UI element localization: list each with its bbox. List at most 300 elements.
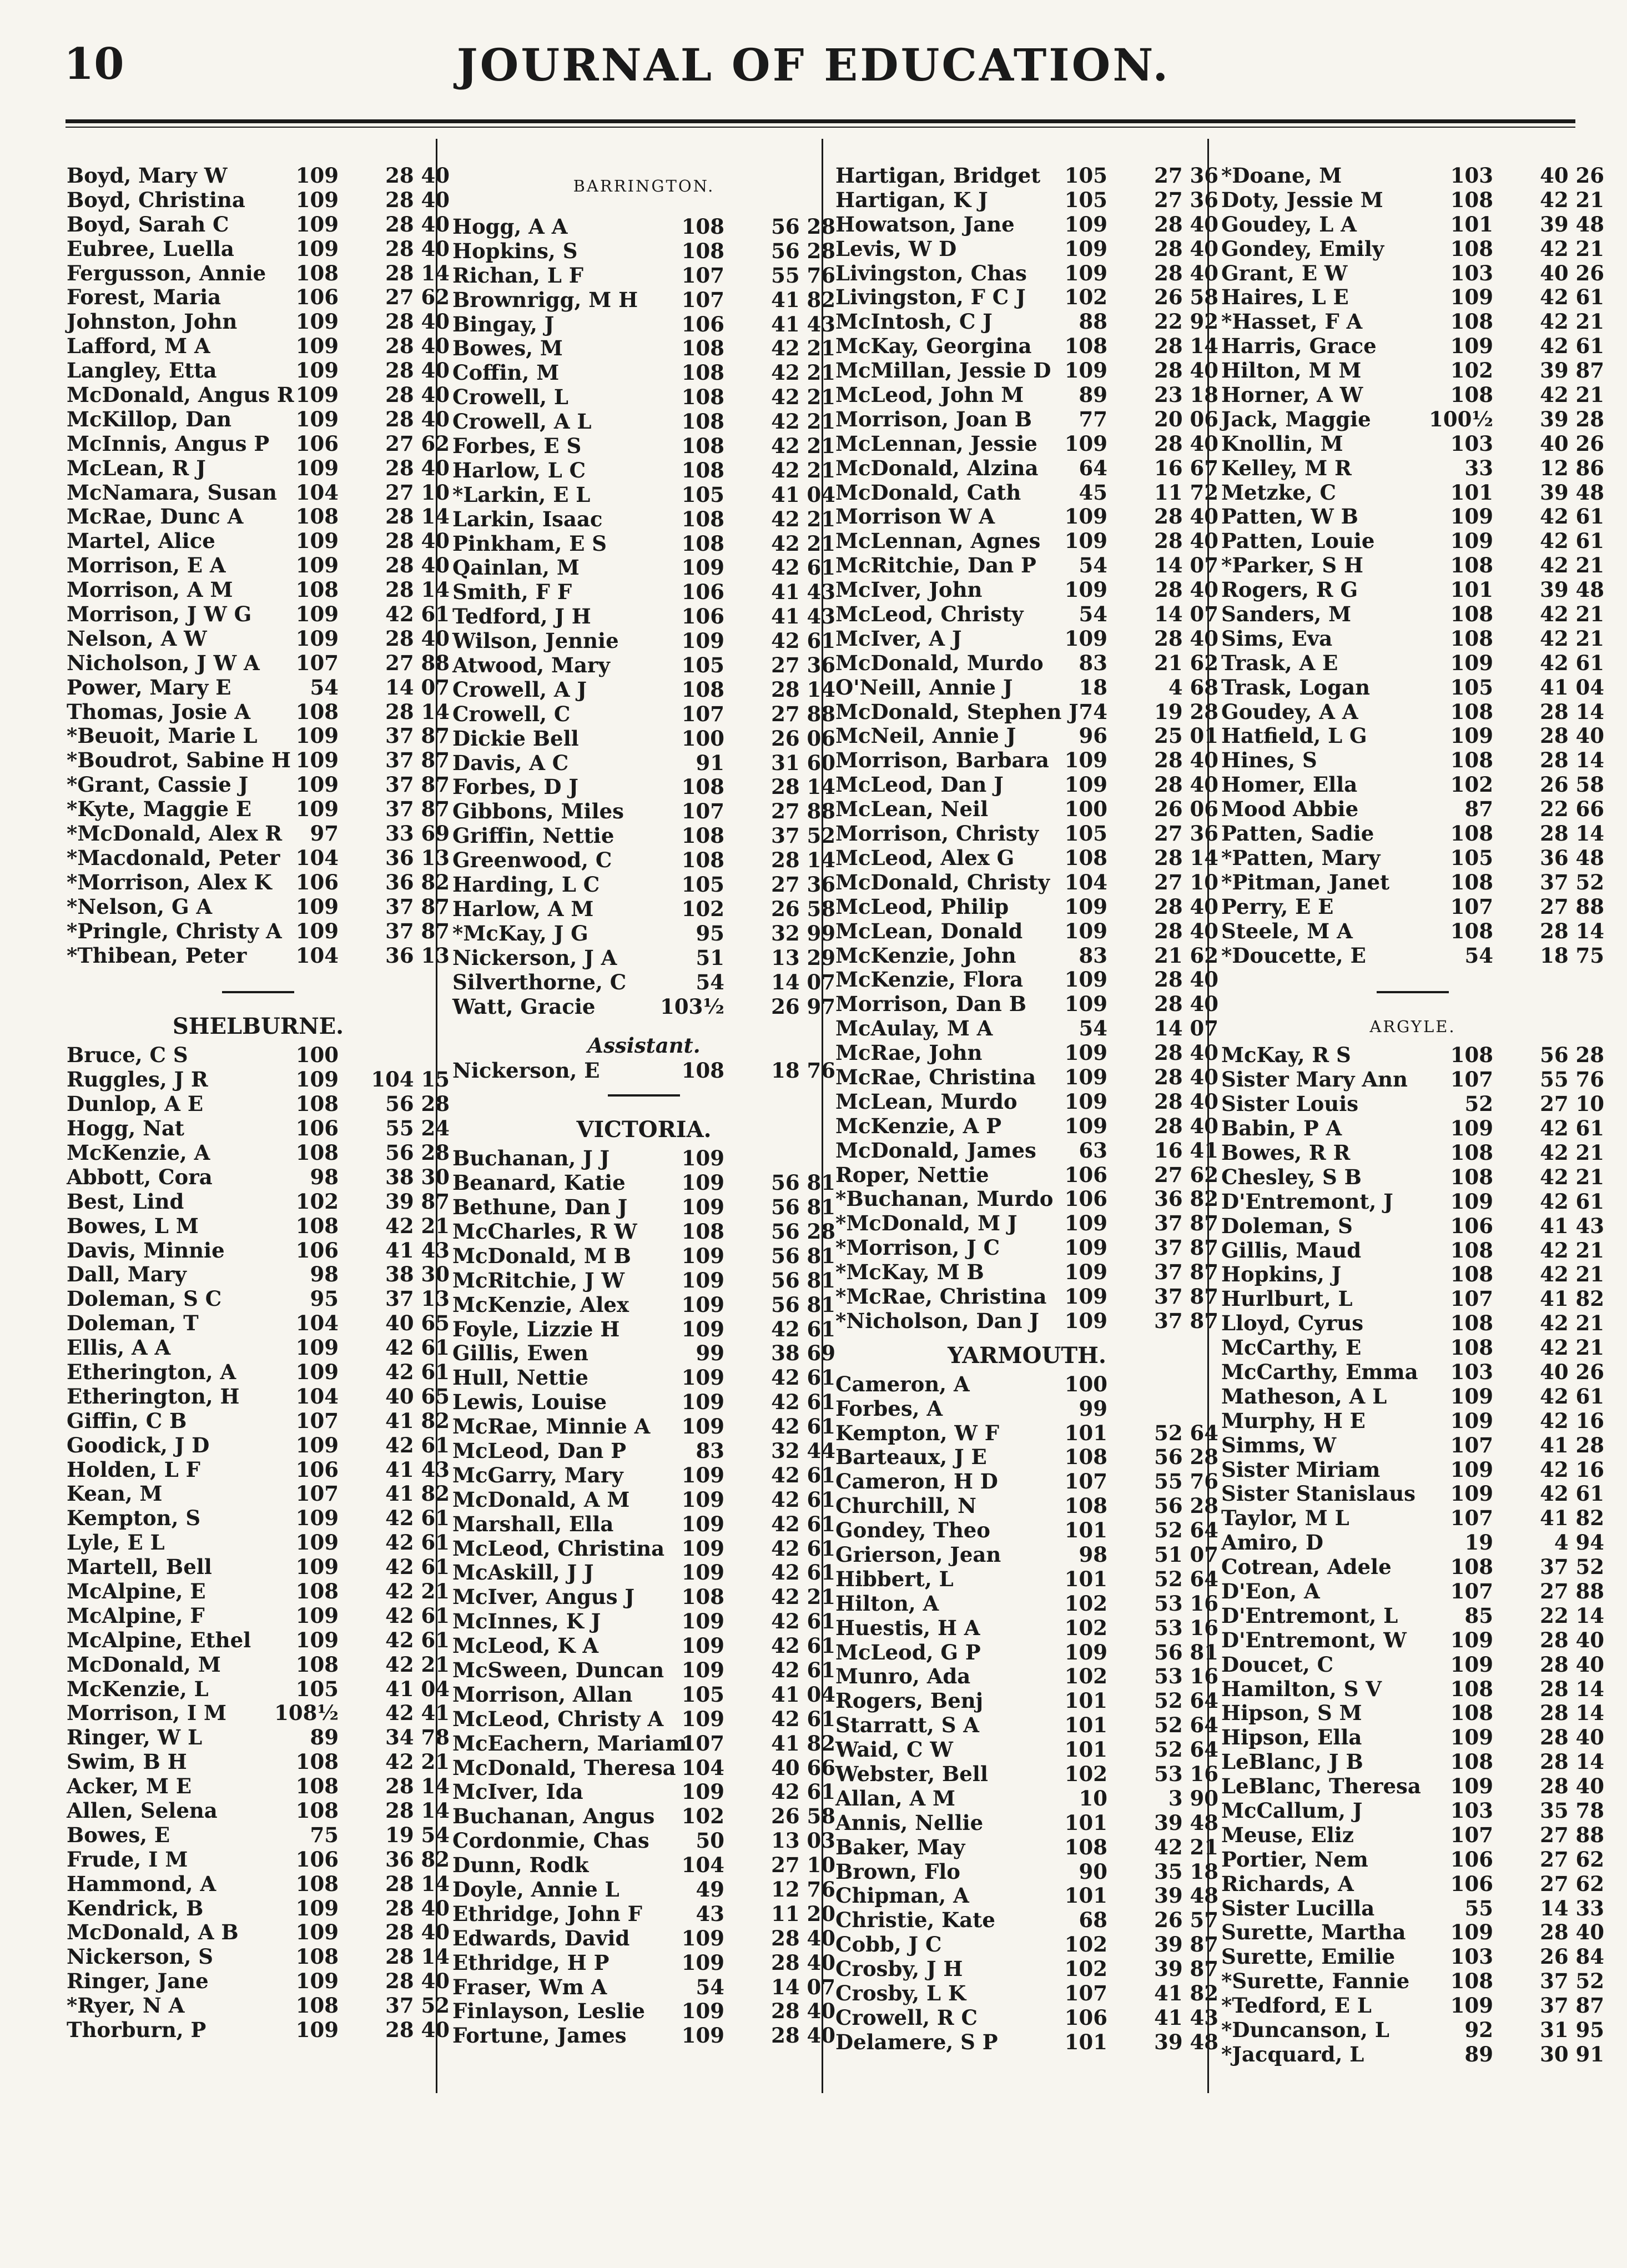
entry-amount: 42 61	[1540, 285, 1604, 310]
entry-name: McRitchie, Dan P	[835, 553, 1036, 578]
entry-name: Goudey, A A	[1221, 699, 1358, 724]
entry-days: 108	[295, 699, 339, 724]
entry-amount: 56 28	[771, 214, 835, 239]
entry-name: McDonald, James	[835, 1138, 1036, 1163]
list-item	[67, 1360, 450, 1385]
entry-name: Starratt, S A	[835, 1713, 979, 1738]
list-item	[452, 751, 835, 776]
entry-days: 19	[1464, 1530, 1493, 1555]
entry-name: *McKay, J G	[452, 921, 588, 946]
list-item	[1221, 1092, 1604, 1117]
list-item	[835, 919, 1218, 944]
entry-name: McIver, John	[835, 577, 983, 602]
entry-name: Etherington, A	[67, 1359, 236, 1384]
entry-amount: 42 61	[385, 1359, 450, 1384]
entry-name: Eubree, Luella	[67, 236, 234, 261]
entry-amount: 22 92	[1154, 309, 1218, 334]
entry-amount: 42 61	[1540, 504, 1604, 529]
entry-amount: 27 10	[1540, 1092, 1604, 1117]
list-item	[835, 1397, 1218, 1421]
list-item	[1221, 578, 1604, 602]
list-item	[452, 1683, 835, 1707]
list-item	[67, 1117, 450, 1141]
entry-name: Hogg, Nat	[67, 1116, 185, 1141]
entry-days: 109	[1450, 1384, 1493, 1409]
entry-name: *Beuoit, Marie L	[67, 723, 258, 748]
list-item	[835, 481, 1218, 505]
list-item	[67, 334, 450, 359]
entry-name: Thomas, Josie A	[67, 699, 251, 724]
list-item	[67, 2018, 450, 2043]
list-item	[1221, 797, 1604, 822]
list-item	[452, 385, 835, 410]
entry-amount: 28 40	[771, 2023, 835, 2048]
entry-days: 108	[295, 1798, 339, 1823]
entry-name: McIver, Angus J	[452, 1585, 634, 1610]
entry-days: 106	[1450, 1871, 1493, 1896]
list-item	[67, 164, 450, 188]
entry-name: *Jacquard, L	[1221, 2041, 1364, 2066]
entry-name: Acker, M E	[67, 1774, 192, 1799]
entry-name: Cameron, H D	[835, 1469, 998, 1494]
entry-days: 43	[696, 1901, 724, 1926]
entry-amount: 41 04	[771, 482, 835, 507]
entry-amount: 42 21	[1540, 602, 1604, 627]
list-item	[1221, 871, 1604, 895]
entry-days: 54	[1464, 943, 1493, 968]
list-item	[1221, 1117, 1604, 1141]
list-item	[1221, 359, 1604, 383]
entry-amount: 42 61	[1540, 334, 1604, 359]
entry-days: 106	[1450, 1213, 1493, 1238]
entry-amount: 37 87	[385, 723, 450, 748]
list-item	[835, 1309, 1218, 1334]
entry-amount: 28 40	[1154, 1089, 1218, 1114]
entry-amount: 42 21	[1154, 1834, 1218, 1859]
list-item	[835, 724, 1218, 748]
entry-name: Waid, C W	[835, 1737, 953, 1762]
entry-days: 109	[681, 1999, 724, 2024]
entry-days: 107	[295, 650, 339, 675]
list-item	[1221, 1823, 1604, 1848]
entry-days: 109	[1064, 967, 1107, 992]
entry-amount: 42 61	[771, 1414, 835, 1439]
list-item	[452, 702, 835, 727]
entry-days: 107	[681, 263, 724, 288]
entry-days: 109	[1064, 260, 1107, 285]
entry-amount: 21 62	[1154, 943, 1218, 968]
entry-days: 109	[681, 1950, 724, 1975]
entry-days: 109	[295, 334, 339, 359]
entry-days: 109	[295, 1530, 339, 1555]
entry-amount: 28 40	[1154, 894, 1218, 919]
entry-name: McRae, Dunc A	[67, 504, 244, 529]
entry-days: 106	[295, 1238, 339, 1263]
entry-days: 108	[1450, 918, 1493, 943]
entry-amount: 28 40	[1154, 236, 1218, 261]
entry-name: Perry, E E	[1221, 894, 1334, 919]
entry-days: 101	[1450, 577, 1493, 602]
entry-days: 108	[681, 238, 724, 263]
entry-days: 108	[1450, 1311, 1493, 1336]
list-item	[835, 822, 1218, 846]
entry-days: 102	[681, 1804, 724, 1829]
entry-name: Forbes, D J	[452, 775, 578, 799]
entry-days: 109	[1450, 1920, 1493, 1945]
entry-amount: 52 64	[1154, 1566, 1218, 1591]
list-item	[452, 2024, 835, 2048]
entry-amount: 16 67	[1154, 455, 1218, 480]
entry-days: 108½	[274, 1701, 339, 1726]
entry-name: Rogers, R G	[1221, 577, 1358, 602]
entry-amount: 28 40	[771, 1950, 835, 1975]
entry-name: Delamere, S P	[835, 2029, 998, 2054]
entry-days: 98	[310, 1164, 339, 1189]
entry-days: 106	[1450, 1847, 1493, 1872]
list-item	[1221, 1263, 1604, 1287]
entry-amount: 55 76	[1540, 1067, 1604, 1092]
entry-days: 101	[1064, 1420, 1107, 1445]
list-item	[835, 871, 1218, 895]
list-item	[452, 1220, 835, 1244]
entry-name: Sims, Eva	[1221, 626, 1333, 651]
entry-days: 104	[295, 480, 339, 505]
entry-days: 100	[1064, 1371, 1107, 1396]
entry-days: 105	[681, 482, 724, 507]
entry-amount: 42 61	[771, 1487, 835, 1512]
entry-amount: 30 91	[1540, 2041, 1604, 2066]
entry-name: Martel, Alice	[67, 529, 215, 554]
entry-amount: 52 64	[1154, 1688, 1218, 1713]
list-item	[452, 1390, 835, 1415]
entry-name: Doleman, S C	[67, 1286, 222, 1311]
entry-name: Boyd, Mary W	[67, 163, 228, 188]
entry-days: 103½	[660, 994, 724, 1019]
list-item	[1221, 1897, 1604, 1921]
entry-days: 109	[681, 1462, 724, 1487]
list-item	[835, 1260, 1218, 1285]
entry-days: 109	[295, 1335, 339, 1360]
entry-name: McRitchie, J W	[452, 1268, 625, 1293]
entry-amount: 28 40	[385, 334, 450, 359]
column-4	[1221, 164, 1604, 2067]
entry-name: Lafford, M A	[67, 334, 210, 359]
entry-days: 105	[681, 653, 724, 678]
entry-days: 106	[295, 869, 339, 894]
entry-amount: 11 20	[771, 1901, 835, 1926]
entry-name: Foyle, Lizzie H	[452, 1316, 620, 1341]
entry-amount: 28 14	[385, 577, 450, 602]
entry-amount: 40 65	[385, 1311, 450, 1336]
entry-days: 104	[295, 943, 339, 968]
entry-amount: 14 07	[1154, 602, 1218, 627]
entry-name: McKenzie, John	[835, 943, 1016, 968]
list-item	[835, 1114, 1218, 1139]
entry-name: McDonald, Christy	[835, 869, 1050, 894]
entry-days: 54	[310, 675, 339, 700]
entry-days: 109	[295, 1895, 339, 1920]
entry-name: Morrison, Joan B	[835, 406, 1032, 431]
list-item	[1221, 773, 1604, 797]
entry-amount: 28 14	[1540, 918, 1604, 943]
entry-days: 108	[295, 1944, 339, 1969]
entry-name: Gibbons, Miles	[452, 799, 624, 824]
entry-name: Lloyd, Cyrus	[1221, 1311, 1364, 1336]
entry-days: 109	[1450, 1481, 1493, 1506]
entry-name: Morrison W A	[835, 504, 995, 529]
entry-name: McInnes, K J	[452, 1609, 601, 1634]
entry-days: 98	[1079, 1542, 1107, 1567]
entry-amount: 38 69	[771, 1341, 835, 1366]
list-item	[67, 1214, 450, 1239]
entry-name: Surette, Martha	[1221, 1920, 1406, 1945]
entry-days: 109	[1064, 992, 1107, 1017]
entry-name: *Hasset, F A	[1221, 309, 1363, 334]
entry-amount: 36 82	[385, 1847, 450, 1872]
list-item	[835, 1187, 1218, 1211]
entry-days: 109	[1064, 1211, 1107, 1236]
entry-name: McKenzie, A	[67, 1140, 210, 1165]
entry-name: McLeod, K A	[452, 1633, 599, 1658]
entry-days: 107	[681, 1731, 724, 1756]
entry-name: McCarthy, Emma	[1221, 1359, 1418, 1384]
list-item	[1221, 1043, 1604, 1068]
entry-amount: 42 21	[385, 1213, 450, 1238]
entry-amount: 41 43	[1540, 1213, 1604, 1238]
list-item	[67, 1872, 450, 1897]
entry-days: 52	[1464, 1092, 1493, 1117]
entry-amount: 39 87	[1154, 1932, 1218, 1957]
list-item	[452, 1975, 835, 2000]
entry-name: Atwood, Mary	[452, 653, 610, 678]
entry-amount: 36 82	[1154, 1186, 1218, 1211]
entry-days: 108	[295, 1774, 339, 1799]
entry-days: 107	[681, 287, 724, 312]
list-item	[67, 1920, 450, 1945]
entry-amount: 40 66	[771, 1755, 835, 1780]
list-item	[835, 1017, 1218, 1041]
entry-amount: 55 76	[771, 263, 835, 288]
entry-days: 83	[696, 1438, 724, 1463]
entry-amount: 42 21	[1540, 236, 1604, 261]
page-header	[0, 0, 1627, 100]
entry-days: 107	[1450, 894, 1493, 919]
entry-name: Sister Louis	[1221, 1092, 1359, 1117]
entry-days: 108	[295, 1578, 339, 1603]
entry-amount: 41 28	[1540, 1432, 1604, 1457]
list-item	[1221, 164, 1604, 188]
entry-amount: 28 40	[1154, 1040, 1218, 1065]
list-item	[67, 237, 450, 262]
list-item	[835, 895, 1218, 919]
list-item	[452, 264, 835, 288]
list-item	[835, 1211, 1218, 1236]
list-item	[1221, 1994, 1604, 2018]
entry-amount: 37 13	[385, 1286, 450, 1311]
entry-amount: 42 61	[771, 1657, 835, 1682]
entry-name: McRae, Christina	[835, 1064, 1036, 1089]
entry-name: Hamilton, S V	[1221, 1676, 1382, 1701]
entry-days: 99	[1079, 1396, 1107, 1421]
entry-amount: 39 87	[1540, 358, 1604, 383]
list-item	[1221, 627, 1604, 651]
entry-name: Harlow, L C	[452, 457, 586, 482]
entry-days: 105	[1064, 821, 1107, 846]
entry-amount: 42 21	[771, 385, 835, 410]
list-item	[835, 213, 1218, 237]
list-item	[835, 188, 1218, 213]
list-item	[452, 532, 835, 556]
entry-name: Ringer, Jane	[67, 1969, 209, 1994]
entry-days: 107	[681, 701, 724, 726]
entry-name: Nickerson, E	[452, 1058, 600, 1083]
list-item	[67, 1604, 450, 1628]
entry-amount: 39 48	[1540, 480, 1604, 505]
entry-amount: 27 10	[1154, 869, 1218, 894]
entry-amount: 56 81	[771, 1292, 835, 1317]
entry-days: 102	[295, 1189, 339, 1214]
entry-days: 100	[681, 726, 724, 751]
entry-amount: 41 82	[1540, 1286, 1604, 1311]
list-item	[452, 1902, 835, 1927]
entry-days: 109	[295, 1603, 339, 1628]
entry-amount: 42 61	[385, 1506, 450, 1531]
entry-amount: 42 61	[385, 1603, 450, 1628]
entry-amount: 37 87	[1154, 1284, 1218, 1309]
list-item	[67, 700, 450, 725]
entry-name: Ellis, A A	[67, 1335, 171, 1360]
entry-name: Nelson, A W	[67, 626, 207, 651]
entry-days: 109	[295, 1627, 339, 1652]
list-item	[1221, 2018, 1604, 2043]
entry-name: Grant, E W	[1221, 260, 1348, 285]
list-item	[452, 1317, 835, 1342]
entry-name: Roper, Nettie	[835, 1162, 989, 1187]
list-item	[1221, 1945, 1604, 1969]
entry-amount: 37 52	[1540, 1555, 1604, 1580]
list-item	[67, 1531, 450, 1555]
entry-name: Qainlan, M	[452, 555, 580, 580]
entry-days: 109	[1450, 1627, 1493, 1652]
list-item	[1221, 1799, 1604, 1823]
entry-amount: 28 40	[1154, 626, 1218, 651]
list-item	[452, 1780, 835, 1804]
list-item	[1221, 1628, 1604, 1653]
entry-name: Doleman, T	[67, 1311, 199, 1336]
list-item	[835, 383, 1218, 408]
list-item	[1221, 456, 1604, 481]
list-item	[1221, 1068, 1604, 1092]
entry-name: McDonald, M	[67, 1652, 221, 1677]
entry-name: Gillis, Maud	[1221, 1238, 1362, 1263]
entry-name: Hartigan, K J	[835, 187, 988, 212]
list-item	[1221, 262, 1604, 286]
list-item	[67, 1580, 450, 1604]
entry-name: Thorburn, P	[67, 2018, 206, 2043]
list-item	[67, 1239, 450, 1263]
entry-amount: 37 87	[1154, 1235, 1218, 1260]
entry-days: 108	[1450, 699, 1493, 724]
entry-name: Gillis, Ewen	[452, 1341, 588, 1366]
entry-name: Morrison, E A	[67, 553, 226, 578]
entry-amount: 41 82	[385, 1481, 450, 1506]
list-item	[1221, 529, 1604, 554]
entry-name: Griffin, Nettie	[452, 823, 614, 848]
list-item	[835, 944, 1218, 968]
entry-amount: 28 40	[385, 383, 450, 408]
entry-amount: 37 52	[771, 823, 835, 848]
list-item	[835, 1445, 1218, 1470]
entry-name: McLeod, Dan J	[835, 772, 1004, 797]
list-item	[452, 556, 835, 580]
list-item	[452, 1488, 835, 1512]
entry-days: 100	[295, 1043, 339, 1068]
entry-name: Ethridge, John F	[452, 1901, 642, 1926]
entry-days: 108	[295, 1140, 339, 1165]
entry-days: 106	[1064, 2005, 1107, 2030]
entry-name: Hurlburt, L	[1221, 1286, 1353, 1311]
list-item	[835, 1567, 1218, 1592]
entry-name: Dickie Bell	[452, 726, 579, 751]
entry-days: 109	[681, 1609, 724, 1634]
entry-name: Horner, A W	[1221, 383, 1363, 408]
entry-amount: 38 30	[385, 1262, 450, 1287]
list-item	[1221, 1848, 1604, 1872]
entry-name: McCharles, R W	[452, 1219, 637, 1244]
entry-amount: 26 06	[1154, 797, 1218, 822]
list-item	[1221, 1531, 1604, 1555]
list-item	[835, 2006, 1218, 2030]
entry-days: 109	[1450, 1774, 1493, 1799]
entry-name: Brown, Flo	[835, 1859, 960, 1884]
entry-name: Harris, Grace	[1221, 334, 1377, 359]
entry-name: Chipman, A	[835, 1883, 969, 1908]
entry-amount: 41 82	[1540, 1506, 1604, 1531]
list-item	[835, 1811, 1218, 1835]
entry-name: Forbes, A	[835, 1396, 943, 1421]
entry-name: Hipson, Ella	[1221, 1725, 1362, 1750]
entry-name: McLeod, John M	[835, 383, 1024, 408]
entry-days: 90	[1079, 1859, 1107, 1884]
entry-name: Morrison, Allan	[452, 1682, 633, 1707]
entry-amount: 52 64	[1154, 1420, 1218, 1445]
entry-name: *Duncanson, L	[1221, 2018, 1389, 2043]
entry-amount: 42 16	[1540, 1408, 1604, 1433]
entry-days: 109	[295, 918, 339, 943]
entry-amount: 56 28	[1540, 1043, 1604, 1068]
entry-name: LeBlanc, Theresa	[1221, 1774, 1421, 1799]
entry-days: 101	[1450, 212, 1493, 237]
column-2	[452, 164, 835, 2048]
entry-name: Power, Mary E	[67, 675, 231, 700]
entry-name: Sanders, M	[1221, 602, 1352, 627]
entry-days: 54	[1079, 553, 1107, 578]
entry-name: Hatfield, L G	[1221, 723, 1367, 748]
entry-days: 108	[681, 823, 724, 848]
entry-name: Langley, Etta	[67, 358, 217, 383]
entry-days: 109	[1064, 504, 1107, 529]
entry-days: 83	[1079, 943, 1107, 968]
entry-name: *Pringle, Christy A	[67, 918, 282, 943]
entry-days: 108	[1450, 1140, 1493, 1165]
entry-name: Babin, P A	[1221, 1116, 1342, 1141]
entry-name: Homer, Ella	[1221, 772, 1358, 797]
list-item	[67, 1897, 450, 1921]
list-item	[452, 288, 835, 313]
entry-amount: 28 40	[1154, 577, 1218, 602]
entry-days: 108	[1450, 1555, 1493, 1580]
entry-days: 109	[681, 1706, 724, 1731]
